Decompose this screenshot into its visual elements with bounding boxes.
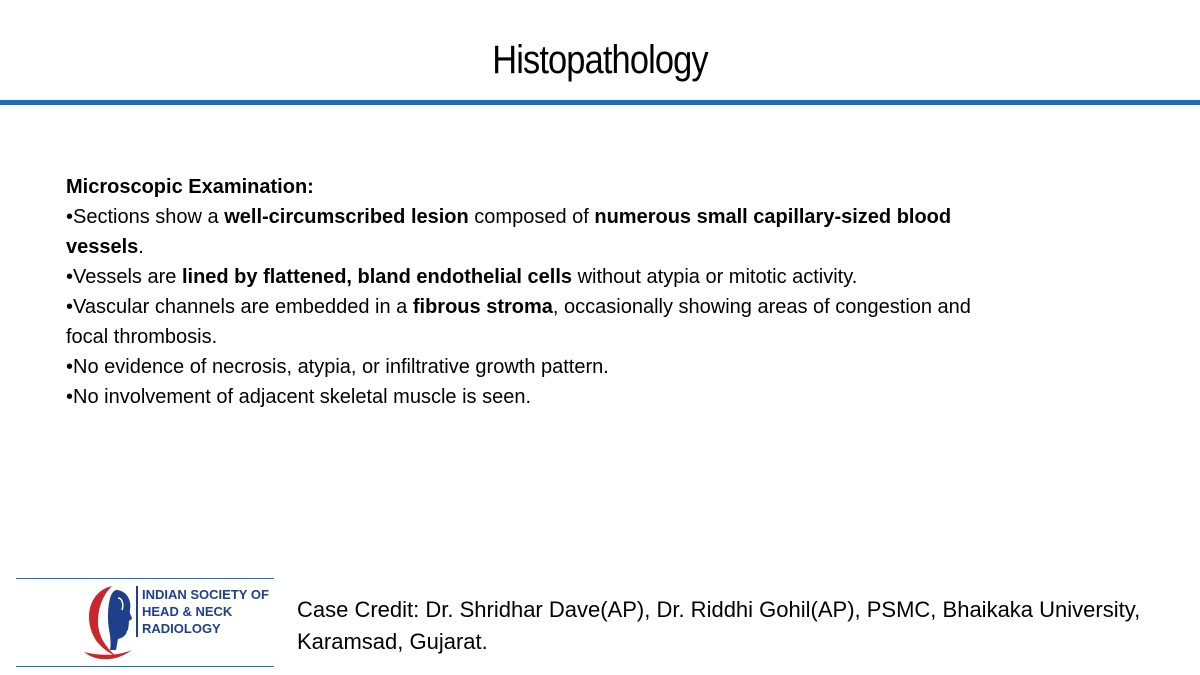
bullet-text: , occasionally showing areas of congestion and focal thrombosis. xyxy=(66,296,971,348)
society-logo xyxy=(16,578,274,666)
bullet-text: •No evidence of necrosis, atypia, or infiltrative growth pattern. xyxy=(66,356,609,378)
slide-title: Histopathology xyxy=(492,38,708,82)
title-divider xyxy=(0,100,1200,105)
bullet-text: •No involvement of adjacent skeletal muscle is seen. xyxy=(66,386,532,408)
logo-top-rule xyxy=(16,578,274,579)
bullet-bold-text: well-circumscribed lesion xyxy=(224,206,469,228)
bullet-item xyxy=(66,352,986,382)
bullet-list xyxy=(66,202,986,412)
bullet-text: composed of xyxy=(468,206,595,228)
bullet-text: . xyxy=(138,236,144,258)
bullet-bold-text: numerous small capillary-sized blood vessels xyxy=(66,206,952,258)
bullet-item xyxy=(66,262,986,292)
bullet-text: •Vascular channels are embedded in a xyxy=(66,296,413,318)
section-heading: Microscopic Examination: xyxy=(66,176,314,198)
logo-line-1: INDIAN SOCIETY OF xyxy=(142,587,269,602)
logo-line-2: HEAD & NECK xyxy=(142,604,233,619)
bullet-text: without atypia or mitotic activity. xyxy=(572,266,858,288)
bullet-bold-text: lined by flattened, bland endothelial cells xyxy=(181,266,573,288)
logo-bottom-rule xyxy=(16,666,274,667)
logo-wordmark xyxy=(136,586,278,637)
content-block xyxy=(66,172,986,412)
bullet-item xyxy=(66,202,986,262)
bullet-text: •Sections show a xyxy=(66,206,225,228)
bullet-item xyxy=(66,292,986,352)
bullet-item xyxy=(66,382,986,412)
head-profile-logo-icon xyxy=(82,582,138,662)
logo-line-3: RADIOLOGY xyxy=(142,621,221,636)
bullet-text: •Vessels are xyxy=(66,266,182,288)
case-credit: Case Credit: Dr. Shridhar Dave(AP), Dr. Riddhi Gohil(AP), PSMC, Bhaikaka University, Karamsad, Gujarat. xyxy=(297,597,1141,654)
bullet-bold-text: fibrous stroma xyxy=(412,296,553,318)
